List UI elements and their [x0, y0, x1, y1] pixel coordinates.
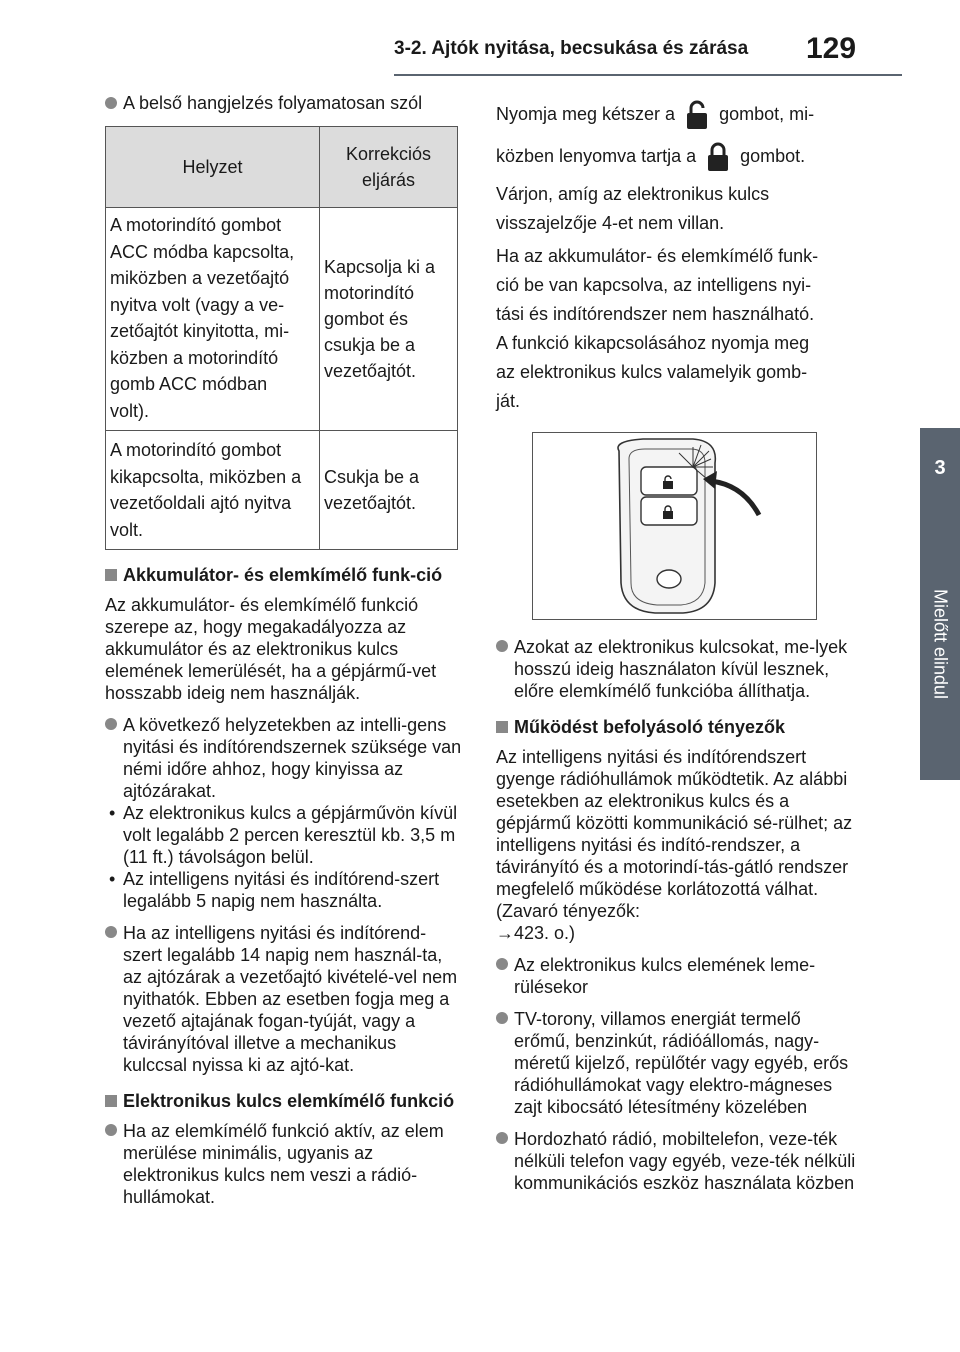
cell-line: volt.: [110, 519, 144, 540]
section-title-battery-saver: Akkumulátor- és elemkímélő funk-ció: [105, 564, 465, 586]
left-column: [105, 92, 465, 1218]
table-cell-situation: [106, 208, 320, 431]
cell-line: motorindító: [324, 283, 415, 303]
page-reference-link[interactable]: →423. o.): [496, 923, 576, 943]
instruction-text: gombot, mi-: [719, 104, 815, 124]
table-cell-situation: [106, 431, 320, 550]
cell-line: csukja be a: [324, 335, 416, 355]
instruction-text: Nyomja meg kétszer a: [496, 104, 676, 124]
instruction-text: közben lenyomva tartja a: [496, 146, 697, 166]
text-line: visszajelzője 4-et nem villan.: [496, 213, 725, 233]
instruction-line-2: [496, 136, 858, 176]
section-title-factors: Működést befolyásoló tényezők: [496, 716, 858, 738]
sub-bullet-unused-5-days: • Az intelligens nyitási és indítórend-szert legalább 5 napig nem használta.: [105, 868, 465, 912]
section-text-factors: [496, 746, 858, 944]
page-number: 129: [806, 32, 857, 65]
right-column: [496, 96, 858, 1204]
bullet-delay: A következő helyzetekben az intelli-gens nyitási és indítórendszernek szüksége van némi időre ahhoz, hogy kinyissa az ajtózárakat.: [105, 714, 465, 802]
text-line: az elektronikus kulcs valamelyik gomb-: [496, 362, 808, 382]
key-fob-drawing: [533, 433, 816, 619]
table-header-row: [106, 127, 458, 208]
bullet-wireless-devices: Hordozható rádió, mobiltelefon, veze-ték nélküli telefon vagy egyéb, veze-ték nélküli kommunikációs eszköz használata közben: [496, 1128, 858, 1194]
cell-line: ACC módba kapcsolta,: [110, 241, 295, 262]
bullet-intro: A belső hangjelzés folyamatosan szól: [105, 92, 465, 114]
table-header-situation: Helyzet: [106, 127, 320, 208]
cell-line: A motorindító gombot: [110, 215, 282, 235]
cell-line: közben a motorindító: [110, 347, 279, 368]
cell-line: Kapcsolja ki a: [324, 257, 436, 277]
bullet-unused-14-days: Ha az intelligens nyitási és indítórend-szert legalább 14 napig nem használ-ta, az ajtózárak a vezetőajtó kivételé-vel nem nyithatók. Ebben az esetben fogja meg a vezető ajtajának fogan-tyúját, vagy a távirányítóval illetve a mechanikus kulccsal nyissa ki az ajtó-kat.: [105, 922, 465, 1076]
chapter-tab-label: Mielőtt elindul: [930, 588, 951, 700]
text-line: ció be van kapcsolva, az intelligens nyi-: [496, 275, 812, 295]
text-line: A funkció kikapcsolásához nyomja meg: [496, 333, 810, 353]
bullet-key-saver-active: Ha az elemkímélő funkció aktív, az elem merülése minimális, ugyanis az elektronikus kulcs nem veszi a rádió-hullámokat.: [105, 1120, 465, 1208]
cell-line: nyitva volt (vagy a ve-: [110, 294, 285, 315]
cell-line: kikapcsolta, miközben a: [110, 466, 302, 487]
cell-line: vezetőoldali ajtó nyitva: [110, 493, 292, 513]
section-title-key-saver: Elektronikus kulcs elemkímélő funkció: [105, 1090, 465, 1112]
electronic-key-illustration: [532, 432, 817, 620]
table-header-action: [320, 127, 458, 208]
instruction-line-1: [496, 96, 858, 132]
factors-text: Az intelligens nyitási és indítórendszert gyenge rádióhullámok működtetik. Az alábbi esetekben az elektronikus kulcs és a gépjármű közötti kommunikáció sé-rülhet; az intelligens nyitási és indító-rendszer, a távirányító és a motorindí-tás-gátló rendszer megfelelő működése korlátozottá válhat. (Zavaró tényezők:: [496, 747, 853, 921]
bullet-radio-interference: TV-torony, villamos energiát termelő erőmű, benzinkút, rádióállomás, nagy-méretű kijelző, repülőtér vagy egyéb, erős rádióhullámokat vagy elektro-mágneses zajt kibocsátó létesítmény közelében: [496, 1008, 858, 1118]
cell-line: zetőajtót kinyitotta, mi-: [110, 321, 290, 341]
text-line: tási és indítórendszer nem használható.: [496, 304, 815, 324]
sub-bullet-key-outside: • Az elektronikus kulcs a gépjárművön kívül volt legalább 2 percen keresztül kb. 3,5 m (11 ft.) távolságon belül.: [105, 802, 465, 868]
cell-line: A motorindító gombot: [110, 440, 282, 460]
cell-line: vezetőajtót.: [324, 361, 417, 381]
text-line: ját.: [496, 391, 521, 411]
cell-line: Csukja be a: [324, 467, 420, 487]
cell-line: vezetőajtót.: [324, 493, 417, 513]
table-header-action-text: Korrekciós eljárás: [345, 144, 432, 190]
cell-line: miközben a vezetőajtó: [110, 268, 290, 288]
chapter-tab: [920, 508, 960, 780]
unlock-button-icon: [684, 99, 710, 131]
table-row: [106, 208, 458, 431]
bullet-long-storage: Azokat az elektronikus kulcsokat, me-lyek hosszú ideig használaton kívül lesznek, előre elemkímélő funkcióba állíthatja.: [496, 636, 858, 702]
chapter-tab-number: 3: [920, 428, 960, 508]
bullet-low-battery: Az elektronikus kulcs elemének leme-rülésekor: [496, 954, 858, 998]
table-cell-action: [320, 208, 458, 431]
cell-line: gomb ACC módban: [110, 374, 268, 394]
section-text-battery-saver: Az akkumulátor- és elemkímélő funkció szerepe az, hogy megakadályozza az akkumulátor és az elektronikus kulcs elemének lemerülését, ha a gépjármű-vet hosszabb ideig nem használják.: [105, 595, 437, 703]
lock-button-icon: [705, 141, 731, 173]
text-line: Várjon, amíg az elektronikus kulcs: [496, 184, 770, 204]
situation-table: [105, 126, 458, 550]
header-rule: [394, 74, 902, 76]
table-row: [106, 431, 458, 550]
cell-line: gombot és: [324, 309, 409, 329]
instruction-text: gombot.: [740, 146, 806, 166]
text-line: Ha az akkumulátor- és elemkímélő funk-: [496, 246, 819, 266]
cell-line: volt).: [110, 400, 150, 421]
running-header: 3-2. Ajtók nyitása, becsukása és zárása: [394, 38, 749, 59]
table-cell-action: [320, 431, 458, 550]
instruction-paragraph: [496, 180, 858, 416]
